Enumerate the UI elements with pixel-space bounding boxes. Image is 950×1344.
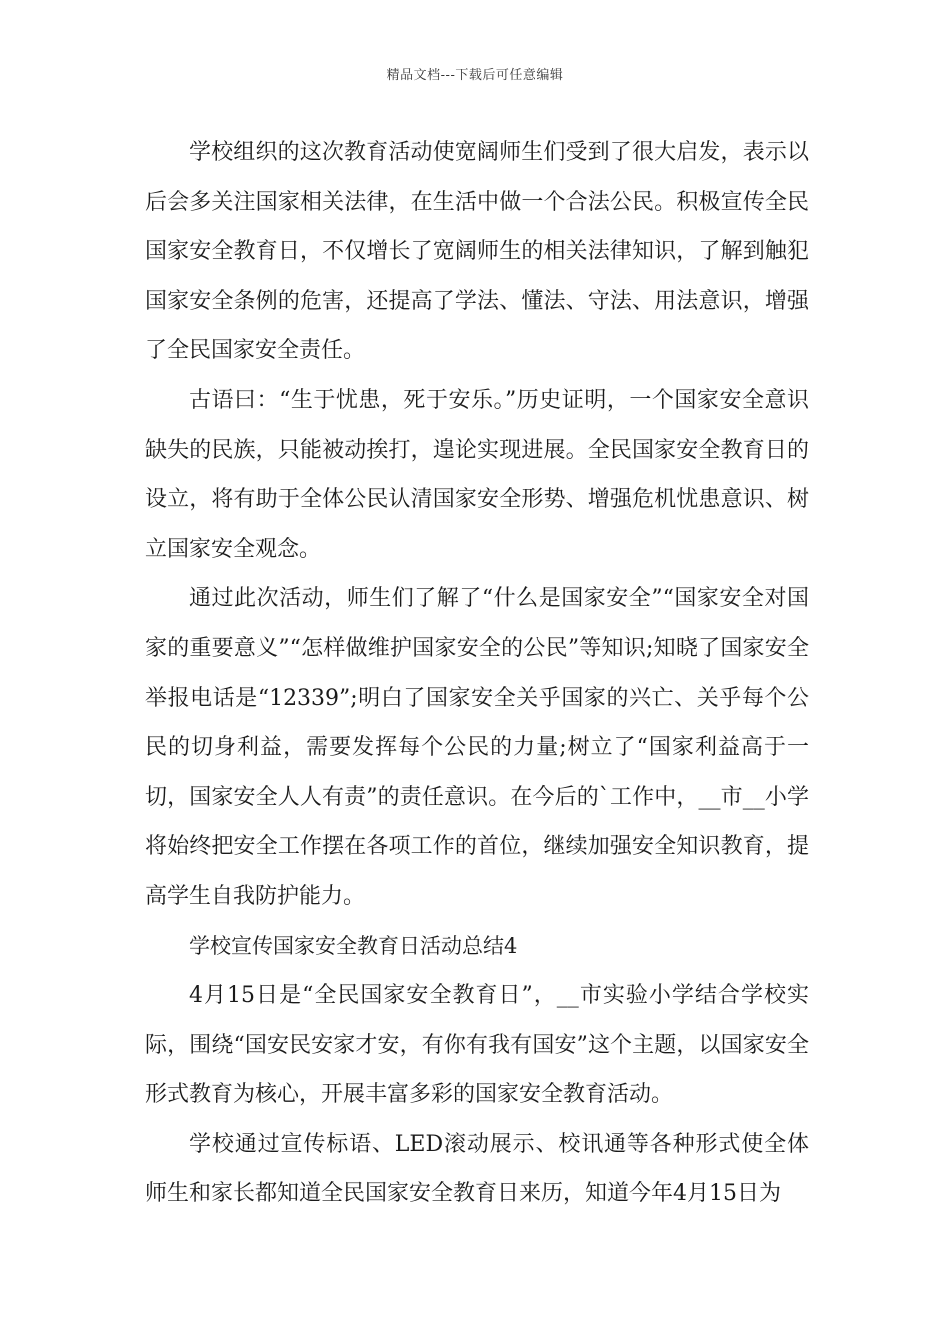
document-body [145,128,809,1219]
paragraph-1: 学校组织的这次教育活动使宽阔师生们受到了很大启发，表示以后会多关注国家相关法律，在生活中做一个合法公民。积极宣传全民国家安全教育日，不仅增长了宽阔师生的相关法律知识，了解到触犯国家安全条例的危害，还提高了学法、懂法、守法、用法意识，增强了全民国家安全责任。 [145,140,809,364]
paragraph-3: 通过此次活动，师生们了解了“什么是国家安全”“国家安全对国家的重要意义”“怎样做维护国家安全的公民”等知识;知晓了国家安全举报电话是“12339”;明白了国家安全关乎国家的兴亡、关乎每个公民的切身利益，需要发挥每个公民的力量;树立了“国家利益高于一切，国家安全人人有责”的责任意识。在今后的`工作中，__市__小学将始终把安全工作摆在各项工作的首位，继续加强安全知识教育，提高学生自我防护能力。 [145,586,809,909]
paragraph-5: 学校通过宣传标语、LED滚动展示、校讯通等各种形式使全体师生和家长都知道全民国家安全教育日来历，知道今年4月15日为 [145,1131,809,1207]
paragraph-4: 4月15日是“全民国家安全教育日”，__市实验小学结合学校实际，围绕“国安民安家才安，有你有我有国安”这个主题，以国家安全形式教育为核心，开展丰富多彩的国家安全教育活动。 [145,983,809,1108]
paragraph-2: 古语曰：“生于忧患，死于安乐。”历史证明，一个国家安全意识缺失的民族，只能被动挨打，遑论实现进展。全民国家安全教育日的设立，将有助于全体公民认清国家安全形势、增强危机忧患意识、树立国家安全观念。 [145,387,809,562]
section-heading: 学校宣传国家安全教育日活动总结4 [189,933,518,958]
page-header: 精品文档---下载后可任意编辑 [386,68,564,83]
